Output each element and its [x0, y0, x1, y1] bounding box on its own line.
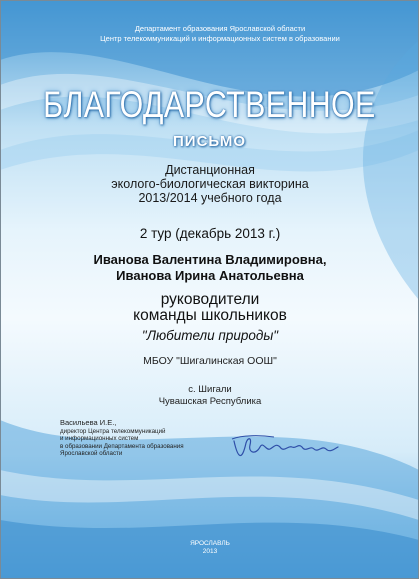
signer-title-line: и информационных систем	[60, 435, 139, 443]
role-line: руководители	[160, 291, 260, 308]
event-round: 2 тур (декабрь 2013 г.)	[139, 226, 281, 241]
location-region: Чувашская Республика	[158, 396, 262, 407]
recipient-role	[60, 292, 360, 324]
role-line: команды школьников	[133, 307, 287, 324]
signer-title-line: в образовании Департамента образования	[60, 442, 184, 450]
recipient-name: Иванова Ирина Анатольевна	[116, 268, 304, 283]
event-type: Дистанционная	[165, 163, 255, 177]
issuer-header	[40, 24, 400, 44]
signer-title-line: Ярославской области	[60, 450, 123, 458]
footer	[150, 540, 270, 556]
team-name: "Любители природы"	[141, 328, 279, 343]
certificate-subtitle: ПИСЬМО	[173, 133, 246, 150]
event-description	[60, 163, 360, 205]
signer-name: Васильева И.Е.,	[60, 418, 117, 427]
handwritten-signature	[230, 431, 340, 467]
location-village: с. Шигали	[188, 384, 232, 395]
issuer-department: Департамент образования Ярославской области	[134, 24, 306, 33]
footer-year: 2013	[202, 548, 218, 555]
recipient-location	[120, 384, 300, 408]
certificate-title: БЛАГОДАРСТВЕННОЕ	[43, 84, 376, 125]
recipient-names	[40, 252, 380, 284]
issuer-center: Центр телекоммуникаций и информационных систем в образовании	[100, 34, 340, 43]
school-name: МБОУ "Шигалинская ООШ"	[143, 355, 277, 367]
event-name: эколого-биологическая викторина	[111, 177, 309, 191]
event-academic-year: 2013/2014 учебного года	[138, 191, 282, 205]
recipient-name: Иванова Валентина Владимировна,	[93, 252, 327, 267]
signer-block	[60, 418, 235, 458]
footer-city: ЯРОСЛАВЛЬ	[190, 540, 230, 547]
signer-title-line: директор Центра телекоммуникаций	[60, 428, 166, 435]
